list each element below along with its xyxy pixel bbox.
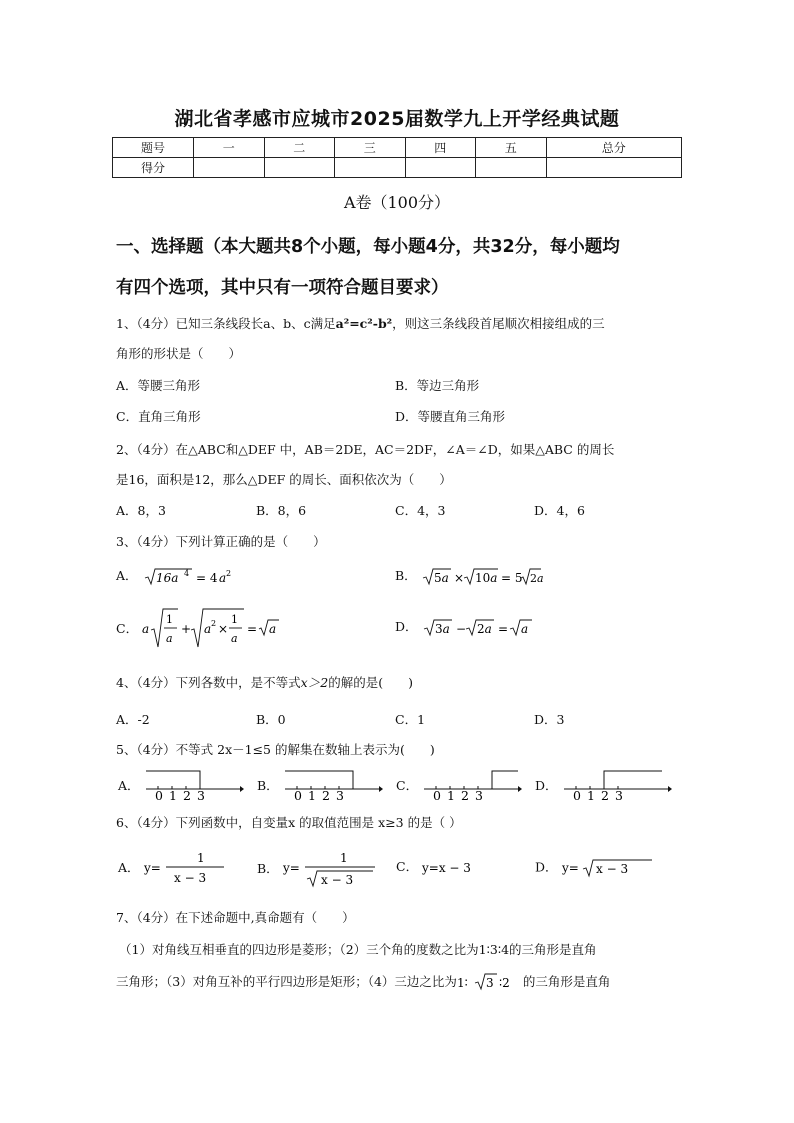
q5-option-c-number-line xyxy=(422,767,522,803)
svg-text:×: × xyxy=(453,570,464,585)
section-heading-line1: 一、选择题（本大题共8个小题，每小题4分，共32分，每小题均 xyxy=(116,237,620,257)
score-input-cell[interactable] xyxy=(335,158,406,178)
q3-option-a-label: A． xyxy=(116,568,138,583)
q2-option-d[interactable]: D．4，6 xyxy=(534,503,585,518)
paper-a-heading: A卷（100分） xyxy=(343,193,451,212)
q3-option-d-formula xyxy=(422,618,534,638)
svg-text:a: a xyxy=(269,622,277,636)
q5-tick-3: 3 xyxy=(475,788,484,803)
q3-option-d-label: D． xyxy=(395,619,418,634)
score-input-cell[interactable] xyxy=(476,158,547,178)
svg-text:5a: 5a xyxy=(433,570,449,585)
q3-stem: 3、（4分）下列计算正确的是（ ） xyxy=(116,534,326,549)
q1-line1 xyxy=(116,314,605,332)
q7-ratio-1: 1∶3∶4 xyxy=(478,942,510,957)
q1-expression: a²=c²-b² xyxy=(335,316,393,331)
q7-stem: 7、（4分）在下述命题中,真命题有（ ） xyxy=(116,910,355,925)
q4-stem xyxy=(116,673,413,691)
q1-stem-b: ，则这三条线段首尾顺次相接组成的三 xyxy=(392,316,605,331)
svg-text:= 5: = 5 xyxy=(500,570,523,585)
score-table-cell: 一 xyxy=(194,138,265,158)
q6-option-a-formula xyxy=(144,846,226,888)
q5-option-d[interactable] xyxy=(535,767,672,803)
svg-text:1: 1 xyxy=(196,851,205,865)
q2-option-a[interactable]: A．8，3 xyxy=(116,503,166,518)
score-input-cell[interactable] xyxy=(546,158,682,178)
q7-line1-a: （1）对角线互相垂直的四边形是菱形；（2）三个角的度数之比为 xyxy=(119,942,479,957)
q7-line1 xyxy=(119,940,597,958)
svg-text:+: + xyxy=(181,622,192,636)
svg-text:y=: y= xyxy=(561,861,579,875)
svg-text:= 4: = 4 xyxy=(195,570,218,585)
q6-option-b[interactable] xyxy=(257,846,377,890)
q5-stem: 5、（4分）不等式 2x－1≤5 的解集在数轴上表示为( ) xyxy=(116,742,435,757)
svg-text:y=: y= xyxy=(143,861,161,875)
svg-text:1: 1 xyxy=(166,613,174,626)
q3-option-c-label: C． xyxy=(116,621,139,636)
q5-tick-0: 0 xyxy=(572,788,581,803)
q5-tick-0: 0 xyxy=(433,788,442,803)
q5-tick-1: 1 xyxy=(307,788,316,803)
svg-text:×: × xyxy=(218,622,229,636)
q6-option-c-label: C． xyxy=(396,859,419,874)
score-table xyxy=(112,137,682,178)
exam-title: 湖北省孝感市应城市2025届数学九上开学经典试题 xyxy=(174,108,620,130)
q7-line2-b: 的三角形是直角 xyxy=(522,974,611,989)
q5-tick-3: 3 xyxy=(196,788,205,803)
q3-option-c-formula xyxy=(142,606,282,650)
score-input-cell[interactable] xyxy=(264,158,335,178)
score-table-cell: 三 xyxy=(335,138,406,158)
q5-option-a-number-line xyxy=(144,767,244,803)
svg-text:2: 2 xyxy=(211,619,217,628)
q7-ratio-2-formula xyxy=(457,973,523,993)
score-table-cell: 题号 xyxy=(113,138,194,158)
svg-text:1: 1 xyxy=(339,851,348,865)
q6-option-d-formula xyxy=(562,857,654,879)
q6-option-a[interactable] xyxy=(118,846,226,888)
q5-tick-3: 3 xyxy=(614,788,623,803)
q1-option-a[interactable]: A．等腰三角形 xyxy=(116,378,201,393)
q5-option-c[interactable] xyxy=(396,767,522,803)
section-heading-line2: 有四个选项，其中只有一项符合题目要求） xyxy=(116,278,449,298)
q5-option-d-number-line xyxy=(562,767,672,803)
q1-stem-a: 1、（4分）已知三条线段长a、b、c满足 xyxy=(116,316,336,331)
svg-text:a: a xyxy=(231,632,238,645)
score-table-cell: 总分 xyxy=(546,138,682,158)
svg-text:1: 1 xyxy=(231,613,239,626)
score-input-cell[interactable] xyxy=(405,158,476,178)
q5-option-c-label: C． xyxy=(396,778,419,793)
q5-option-b-label: B． xyxy=(257,778,279,793)
svg-text:x − 3: x − 3 xyxy=(595,862,628,876)
score-input-cell[interactable] xyxy=(194,158,265,178)
svg-text:10a: 10a xyxy=(474,570,498,585)
q6-option-d[interactable] xyxy=(535,857,654,879)
q6-stem: 6、（4分）下列函数中，自变量x 的取值范围是 x≥3 的是（ ） xyxy=(116,815,462,830)
svg-text:a: a xyxy=(204,622,212,636)
q1-option-d[interactable]: D．等腰直角三角形 xyxy=(395,409,506,424)
score-table-cell: 二 xyxy=(264,138,335,158)
q2-option-c[interactable]: C．4，3 xyxy=(395,503,446,518)
q1-option-c[interactable]: C．直角三角形 xyxy=(116,409,201,424)
svg-text:2a: 2a xyxy=(476,621,492,636)
q4-option-d[interactable]: D．3 xyxy=(534,712,565,727)
q5-tick-1: 1 xyxy=(168,788,177,803)
svg-text:=: = xyxy=(497,621,508,636)
svg-text:=: = xyxy=(247,622,258,636)
svg-text:3: 3 xyxy=(485,975,494,990)
svg-text:y=: y= xyxy=(282,861,300,875)
q4-stem-b: 的解的是( ) xyxy=(328,675,413,690)
svg-text:−: − xyxy=(455,621,466,636)
score-table-score-row xyxy=(113,158,682,178)
q6-option-b-formula xyxy=(283,846,377,890)
q3-option-a-formula xyxy=(142,567,232,587)
svg-text:2: 2 xyxy=(225,568,231,578)
svg-text:∶2: ∶2 xyxy=(498,975,510,990)
q2-line2: 是16，面积是12，那么△DEF 的周长、面积依次为（ ） xyxy=(116,472,452,487)
q1-line2: 角形的形状是（ ） xyxy=(116,346,242,361)
q5-tick-3: 3 xyxy=(335,788,344,803)
q4-expression: x＞2 xyxy=(300,675,329,690)
q6-option-d-label: D． xyxy=(535,859,558,875)
score-table-cell: 得分 xyxy=(113,158,194,178)
q5-tick-2: 2 xyxy=(321,788,330,803)
svg-text:3a: 3a xyxy=(434,621,450,636)
q3-option-b[interactable] xyxy=(395,566,544,587)
q6-option-c-formula xyxy=(422,858,502,878)
svg-text:x − 3: x − 3 xyxy=(173,871,206,885)
q3-option-b-formula xyxy=(421,567,544,587)
q3-option-a[interactable] xyxy=(116,566,232,587)
q6-option-c[interactable] xyxy=(396,857,502,878)
q5-tick-1: 1 xyxy=(447,788,456,803)
svg-text:x − 3: x − 3 xyxy=(320,873,353,887)
q3-option-c[interactable] xyxy=(116,606,282,650)
q2-option-b[interactable]: B．8，6 xyxy=(256,503,307,518)
q6-option-a-label: A． xyxy=(118,860,140,875)
score-table-cell: 四 xyxy=(405,138,476,158)
svg-text:a: a xyxy=(142,622,150,636)
q5-tick-2: 2 xyxy=(600,788,609,803)
q5-option-d-label: D． xyxy=(535,778,558,793)
q5-option-b-number-line xyxy=(283,767,383,803)
q3-option-d[interactable] xyxy=(395,617,534,638)
q3-option-b-label: B． xyxy=(395,568,417,583)
q1-option-b[interactable]: B．等边三角形 xyxy=(395,378,480,393)
q7-line2-a: 三角形；（3）对角互补的平行四边形是矩形；（4）三边之比为 xyxy=(116,974,457,989)
svg-text:a: a xyxy=(520,621,528,636)
svg-text:16a: 16a xyxy=(155,570,178,585)
q4-option-c[interactable]: C．1 xyxy=(395,712,426,727)
q2-line1: 2、（4分）在△ABC和△DEF 中，AB＝2DE，AC＝2DF，∠A＝∠D，如果△ABC 的周长 xyxy=(116,442,615,457)
q5-tick-2: 2 xyxy=(182,788,191,803)
q6-option-b-label: B． xyxy=(257,861,279,876)
q7-line2 xyxy=(116,972,610,993)
svg-text:a: a xyxy=(218,570,226,585)
score-table-header-row xyxy=(113,138,682,158)
svg-text:4: 4 xyxy=(183,568,189,578)
q7-line1-b: 的三角形是直角 xyxy=(509,942,597,957)
q5-tick-1: 1 xyxy=(586,788,595,803)
svg-text:2a: 2a xyxy=(529,571,544,585)
q4-option-a[interactable]: A．-2 xyxy=(116,712,150,727)
svg-text:y=x − 3: y=x − 3 xyxy=(422,860,471,875)
q5-option-a-label: A． xyxy=(118,778,140,793)
q4-option-b[interactable]: B．0 xyxy=(256,712,286,727)
q5-tick-0: 0 xyxy=(154,788,163,803)
q5-option-a[interactable] xyxy=(118,767,244,803)
score-table-cell: 五 xyxy=(476,138,547,158)
q5-option-b[interactable] xyxy=(257,767,383,803)
svg-text:1∶: 1∶ xyxy=(456,975,468,990)
q5-tick-2: 2 xyxy=(461,788,470,803)
q4-stem-a: 4、（4分）下列各数中，是不等式 xyxy=(116,675,301,690)
q5-tick-0: 0 xyxy=(293,788,302,803)
svg-text:a: a xyxy=(166,632,173,645)
